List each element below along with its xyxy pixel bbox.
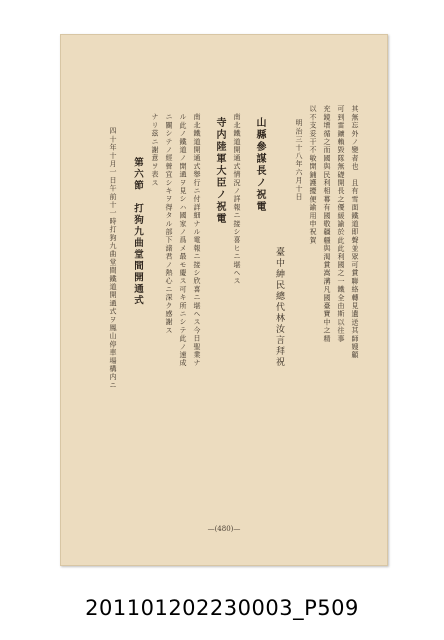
- signature-line: 臺中紳民總代林汝言拜祝: [274, 247, 284, 368]
- text-column: 充鏡增循之而國與民利相幕有國敬疆疆與渴賞嵩溝凡國臺寶中之精: [323, 105, 331, 343]
- text-column: 南北鐵道開通式情況ノ詳報ニ接シ喜ヒニ堪ヘス: [233, 113, 241, 286]
- text-column: ナリ茲ニ謝意ヲ表ス: [151, 113, 159, 187]
- text-column: 以不支妥干不敏開鋪護擾便諭用申祝賀: [309, 105, 317, 245]
- section-heading: 寺内陸軍大臣ノ祝電: [214, 117, 225, 225]
- document-page: [60, 34, 388, 566]
- date-line: 明治三十八年六月十日: [295, 119, 303, 201]
- text-column: 其無忘外ノ變者也 且有雪面鐵道即聲並眾可賞聯絡轉見遺送其師嫂顧: [351, 105, 359, 360]
- image-caption: 20110120223000​3_P509: [85, 596, 359, 620]
- text-column: 四十年十月一日午前十一時打狗九曲堂間鐵道開通式ヲ鳳山停車場構内ニ: [109, 127, 117, 390]
- text-column: 可到雷鑛賴毀隊無礎開長之優緩諭於此此利國之一鐵全由斯以往事: [337, 105, 345, 343]
- text-column: 南北鐵道開通式舉行ニ付詳細ナル電報ニ接シ欣喜ニ堪ヘス今日聖業ナ: [193, 113, 201, 368]
- page-number: —(480)—: [207, 525, 241, 533]
- section-heading: 山縣參謀長ノ祝電: [254, 117, 265, 213]
- text-column: ル此ノ鐵道ノ開通ヲ見シハ國家ノ爲メ最モ慶ス可キ所ニシテ此ノ速成: [179, 113, 187, 368]
- text-column: ニ關シテノ經營宜シキヲ得タル部下諸君ノ熱心ニ深ク感謝ス: [165, 113, 173, 335]
- chapter-heading: 第六節 打狗九曲堂間開通式: [132, 157, 143, 307]
